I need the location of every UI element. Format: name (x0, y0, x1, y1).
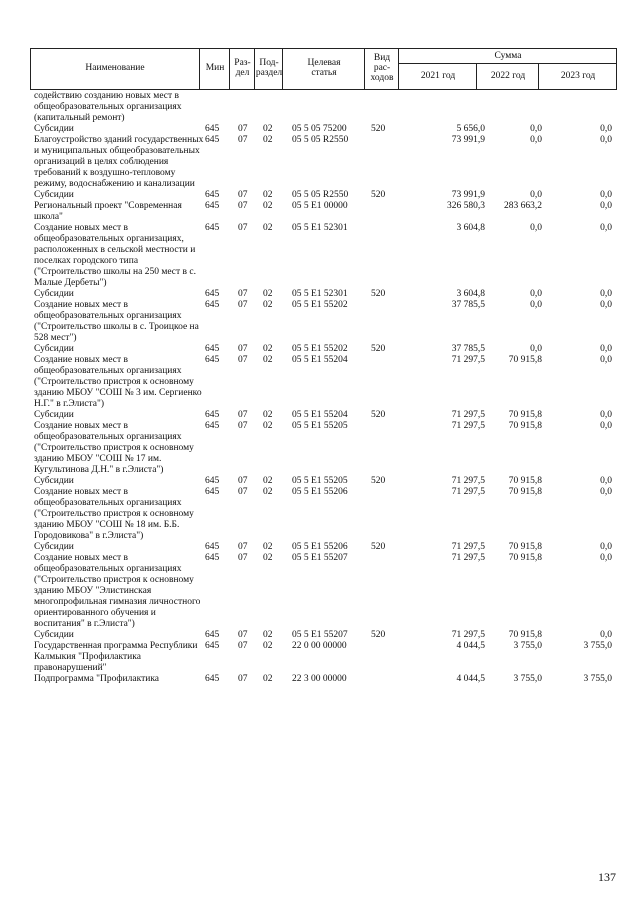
cell-2021: 73 991,9 (451, 135, 485, 145)
cell-2023: 0,0 (600, 223, 612, 233)
cell-2022: 0,0 (530, 289, 542, 299)
cell-2021: 326 580,3 (447, 201, 485, 211)
header-target: Целевая статья (282, 49, 365, 89)
cell-name: содействию созданию новых мест в общеобразовательных организациях (капитальный ремонт) (34, 91, 182, 123)
cell-podrazdel: 02 (263, 344, 273, 354)
cell-2023: 0,0 (600, 201, 612, 211)
cell-name: Создание новых мест в общеобразовательных организациях, расположенных в сельской местности и поселках городского типа ("Строительство школы на 250 мест в с. Малые Дербеты") (34, 223, 196, 288)
cell-2023: 0,0 (600, 355, 612, 365)
cell-podrazdel: 02 (263, 674, 273, 684)
cell-min: 645 (205, 542, 220, 552)
cell-min: 645 (205, 124, 220, 134)
cell-min: 645 (205, 641, 220, 651)
cell-2022: 70 915,8 (508, 476, 542, 486)
cell-min: 645 (205, 355, 220, 365)
cell-2023: 3 755,0 (583, 641, 612, 651)
cell-2023: 3 755,0 (583, 674, 612, 684)
cell-2021: 37 785,5 (451, 344, 485, 354)
table-row (30, 487, 620, 542)
cell-target: 22 0 00 00000 (292, 641, 347, 651)
cell-2021: 71 297,5 (451, 355, 485, 365)
table-row (30, 553, 620, 630)
header-razdel: Раз- дел (229, 49, 255, 89)
cell-2022: 70 915,8 (508, 410, 542, 420)
cell-name: Субсидии (34, 410, 74, 420)
cell-target: 22 3 00 00000 (292, 674, 347, 684)
cell-2021: 71 297,5 (451, 421, 485, 431)
table-row (30, 135, 620, 190)
cell-razdel: 07 (238, 289, 248, 299)
table-row (30, 124, 620, 135)
cell-2023: 0,0 (600, 135, 612, 145)
table-row (30, 91, 620, 124)
cell-target: 05 5 E1 55202 (292, 344, 348, 354)
cell-name: Подпрограмма "Профилактика (34, 674, 160, 684)
cell-2022: 0,0 (530, 344, 542, 354)
cell-2022: 3 755,0 (513, 674, 542, 684)
cell-2023: 0,0 (600, 344, 612, 354)
cell-min: 645 (205, 410, 220, 420)
cell-2021: 5 656,0 (456, 124, 485, 134)
cell-2021: 3 604,8 (456, 289, 485, 299)
cell-2022: 283 663,2 (504, 201, 542, 211)
cell-2021: 71 297,5 (451, 487, 485, 497)
cell-2023: 0,0 (600, 630, 612, 640)
cell-razdel: 07 (238, 190, 248, 200)
cell-target: 05 5 E1 00000 (292, 201, 348, 211)
cell-2022: 3 755,0 (513, 641, 542, 651)
cell-2023: 0,0 (600, 476, 612, 486)
cell-razdel: 07 (238, 421, 248, 431)
cell-vid: 520 (371, 410, 386, 420)
cell-razdel: 07 (238, 223, 248, 233)
cell-name: Субсидии (34, 289, 74, 299)
cell-min: 645 (205, 190, 220, 200)
cell-name: Субсидии (34, 476, 74, 486)
cell-2023: 0,0 (600, 553, 612, 563)
cell-2022: 70 915,8 (508, 487, 542, 497)
header-2021: 2021 год (398, 63, 477, 89)
cell-2023: 0,0 (600, 410, 612, 420)
table-row (30, 641, 620, 674)
table-body (30, 91, 620, 685)
cell-min: 645 (205, 553, 220, 563)
cell-target: 05 5 E1 55206 (292, 487, 348, 497)
cell-2022: 0,0 (530, 190, 542, 200)
cell-podrazdel: 02 (263, 135, 273, 145)
cell-2022: 0,0 (530, 135, 542, 145)
cell-min: 645 (205, 487, 220, 497)
cell-name: Создание новых мест в общеобразовательных организациях ("Строительство пристроя к основному зданию МБОУ "СОШ № 18 им. Б.Б. Городовикова" в г.Элиста") (34, 487, 194, 541)
page-number: 137 (598, 870, 616, 884)
cell-2021: 71 297,5 (451, 542, 485, 552)
cell-min: 645 (205, 630, 220, 640)
table-row (30, 476, 620, 487)
cell-razdel: 07 (238, 542, 248, 552)
cell-vid: 520 (371, 630, 386, 640)
cell-2023: 0,0 (600, 289, 612, 299)
cell-vid: 520 (371, 344, 386, 354)
cell-2022: 70 915,8 (508, 553, 542, 563)
cell-name: Субсидии (34, 190, 74, 200)
table-row (30, 289, 620, 300)
header-min: Мин (199, 49, 230, 89)
cell-razdel: 07 (238, 674, 248, 684)
cell-min: 645 (205, 476, 220, 486)
cell-2021: 71 297,5 (451, 476, 485, 486)
cell-2022: 70 915,8 (508, 355, 542, 365)
cell-target: 05 5 05 R2550 (292, 135, 349, 145)
cell-vid: 520 (371, 190, 386, 200)
table-row (30, 410, 620, 421)
cell-name: Создание новых мест в общеобразовательных организациях ("Строительство пристроя к основному зданию МБОУ "СОШ № 17 им. Кугультинова Д.Н." в г.Элиста") (34, 421, 194, 475)
cell-target: 05 5 05 R2550 (292, 190, 349, 200)
cell-razdel: 07 (238, 124, 248, 134)
cell-razdel: 07 (238, 487, 248, 497)
table-row (30, 355, 620, 410)
cell-podrazdel: 02 (263, 542, 273, 552)
cell-2022: 70 915,8 (508, 630, 542, 640)
cell-podrazdel: 02 (263, 487, 273, 497)
table-row (30, 344, 620, 355)
cell-2023: 0,0 (600, 124, 612, 134)
cell-target: 05 5 E1 55207 (292, 553, 348, 563)
cell-target: 05 5 05 75200 (292, 124, 347, 134)
table-header (30, 48, 617, 90)
cell-2021: 3 604,8 (456, 223, 485, 233)
table-row (30, 300, 620, 344)
cell-2022: 0,0 (530, 223, 542, 233)
cell-target: 05 5 E1 52301 (292, 223, 348, 233)
cell-name: Создание новых мест в общеобразовательных организациях ("Строительство пристроя к основному зданию МБОУ "СОШ № 3 им. Сергиенко Н.Г." в г.Элиста") (34, 355, 202, 409)
cell-podrazdel: 02 (263, 476, 273, 486)
cell-2021: 4 044,5 (456, 674, 485, 684)
cell-target: 05 5 E1 55205 (292, 476, 348, 486)
cell-target: 05 5 E1 52301 (292, 289, 348, 299)
cell-name: Субсидии (34, 630, 74, 640)
cell-podrazdel: 02 (263, 124, 273, 134)
cell-2021: 71 297,5 (451, 630, 485, 640)
table-row (30, 542, 620, 553)
header-name: Наименование (85, 63, 145, 74)
cell-min: 645 (205, 300, 220, 310)
cell-razdel: 07 (238, 201, 248, 211)
cell-razdel: 07 (238, 641, 248, 651)
cell-name: Субсидии (34, 344, 74, 354)
cell-vid: 520 (371, 124, 386, 134)
cell-2021: 4 044,5 (456, 641, 485, 651)
cell-target: 05 5 E1 55206 (292, 542, 348, 552)
cell-2021: 73 991,9 (451, 190, 485, 200)
cell-2021: 37 785,5 (451, 300, 485, 310)
cell-podrazdel: 02 (263, 630, 273, 640)
cell-podrazdel: 02 (263, 201, 273, 211)
cell-2022: 70 915,8 (508, 542, 542, 552)
cell-vid: 520 (371, 476, 386, 486)
cell-podrazdel: 02 (263, 289, 273, 299)
cell-target: 05 5 E1 55202 (292, 300, 348, 310)
cell-min: 645 (205, 674, 220, 684)
cell-name: Субсидии (34, 124, 74, 134)
cell-target: 05 5 E1 55207 (292, 630, 348, 640)
table-row (30, 190, 620, 201)
cell-name: Создание новых мест в общеобразовательных организациях ("Строительство пристроя к основному зданию МБОУ "Элистинская многопрофильная гимназия личностного ориентированного обучения и воспитания" в г.Элиста") (34, 553, 201, 629)
cell-razdel: 07 (238, 355, 248, 365)
cell-name: Субсидии (34, 542, 74, 552)
cell-razdel: 07 (238, 135, 248, 145)
cell-razdel: 07 (238, 476, 248, 486)
cell-2023: 0,0 (600, 300, 612, 310)
cell-min: 645 (205, 421, 220, 431)
cell-podrazdel: 02 (263, 355, 273, 365)
cell-2022: 0,0 (530, 124, 542, 134)
cell-2023: 0,0 (600, 421, 612, 431)
cell-2022: 70 915,8 (508, 421, 542, 431)
header-summa: Сумма (398, 49, 617, 64)
cell-2022: 0,0 (530, 300, 542, 310)
cell-razdel: 07 (238, 630, 248, 640)
cell-2023: 0,0 (600, 487, 612, 497)
cell-razdel: 07 (238, 300, 248, 310)
table-row (30, 630, 620, 641)
cell-2021: 71 297,5 (451, 553, 485, 563)
cell-name: Региональный проект "Современная школа" (34, 201, 182, 222)
cell-target: 05 5 E1 55204 (292, 355, 348, 365)
cell-podrazdel: 02 (263, 421, 273, 431)
cell-podrazdel: 02 (263, 641, 273, 651)
cell-podrazdel: 02 (263, 553, 273, 563)
table-row (30, 223, 620, 289)
header-vid: Вид рас- ходов (364, 49, 399, 89)
cell-razdel: 07 (238, 344, 248, 354)
cell-podrazdel: 02 (263, 223, 273, 233)
cell-vid: 520 (371, 289, 386, 299)
cell-min: 645 (205, 344, 220, 354)
cell-name: Благоустройство зданий государственных и муниципальных общеобразовательных организаций в целях соблюдения требований к воздушно-тепловому режиму, водоснабжению и канализации (34, 135, 204, 189)
cell-name: Создание новых мест в общеобразовательных организациях ("Строительство школы в с. Троицкое на 528 мест") (34, 300, 199, 343)
cell-min: 645 (205, 135, 220, 145)
cell-2023: 0,0 (600, 190, 612, 200)
cell-name: Государственная программа Республики Калмыкия "Профилактика правонарушений" (34, 641, 198, 673)
cell-target: 05 5 E1 55204 (292, 410, 348, 420)
header-podrazdel: Под- раздел (254, 49, 283, 89)
header-2022: 2022 год (476, 63, 539, 89)
cell-vid: 520 (371, 542, 386, 552)
cell-podrazdel: 02 (263, 410, 273, 420)
cell-2023: 0,0 (600, 542, 612, 552)
table-row (30, 674, 620, 685)
cell-min: 645 (205, 223, 220, 233)
cell-razdel: 07 (238, 410, 248, 420)
cell-razdel: 07 (238, 553, 248, 563)
cell-podrazdel: 02 (263, 190, 273, 200)
cell-min: 645 (205, 201, 220, 211)
table-row (30, 421, 620, 476)
table-row (30, 201, 620, 223)
header-2023: 2023 год (538, 63, 617, 89)
cell-podrazdel: 02 (263, 300, 273, 310)
cell-2021: 71 297,5 (451, 410, 485, 420)
cell-target: 05 5 E1 55205 (292, 421, 348, 431)
cell-min: 645 (205, 289, 220, 299)
